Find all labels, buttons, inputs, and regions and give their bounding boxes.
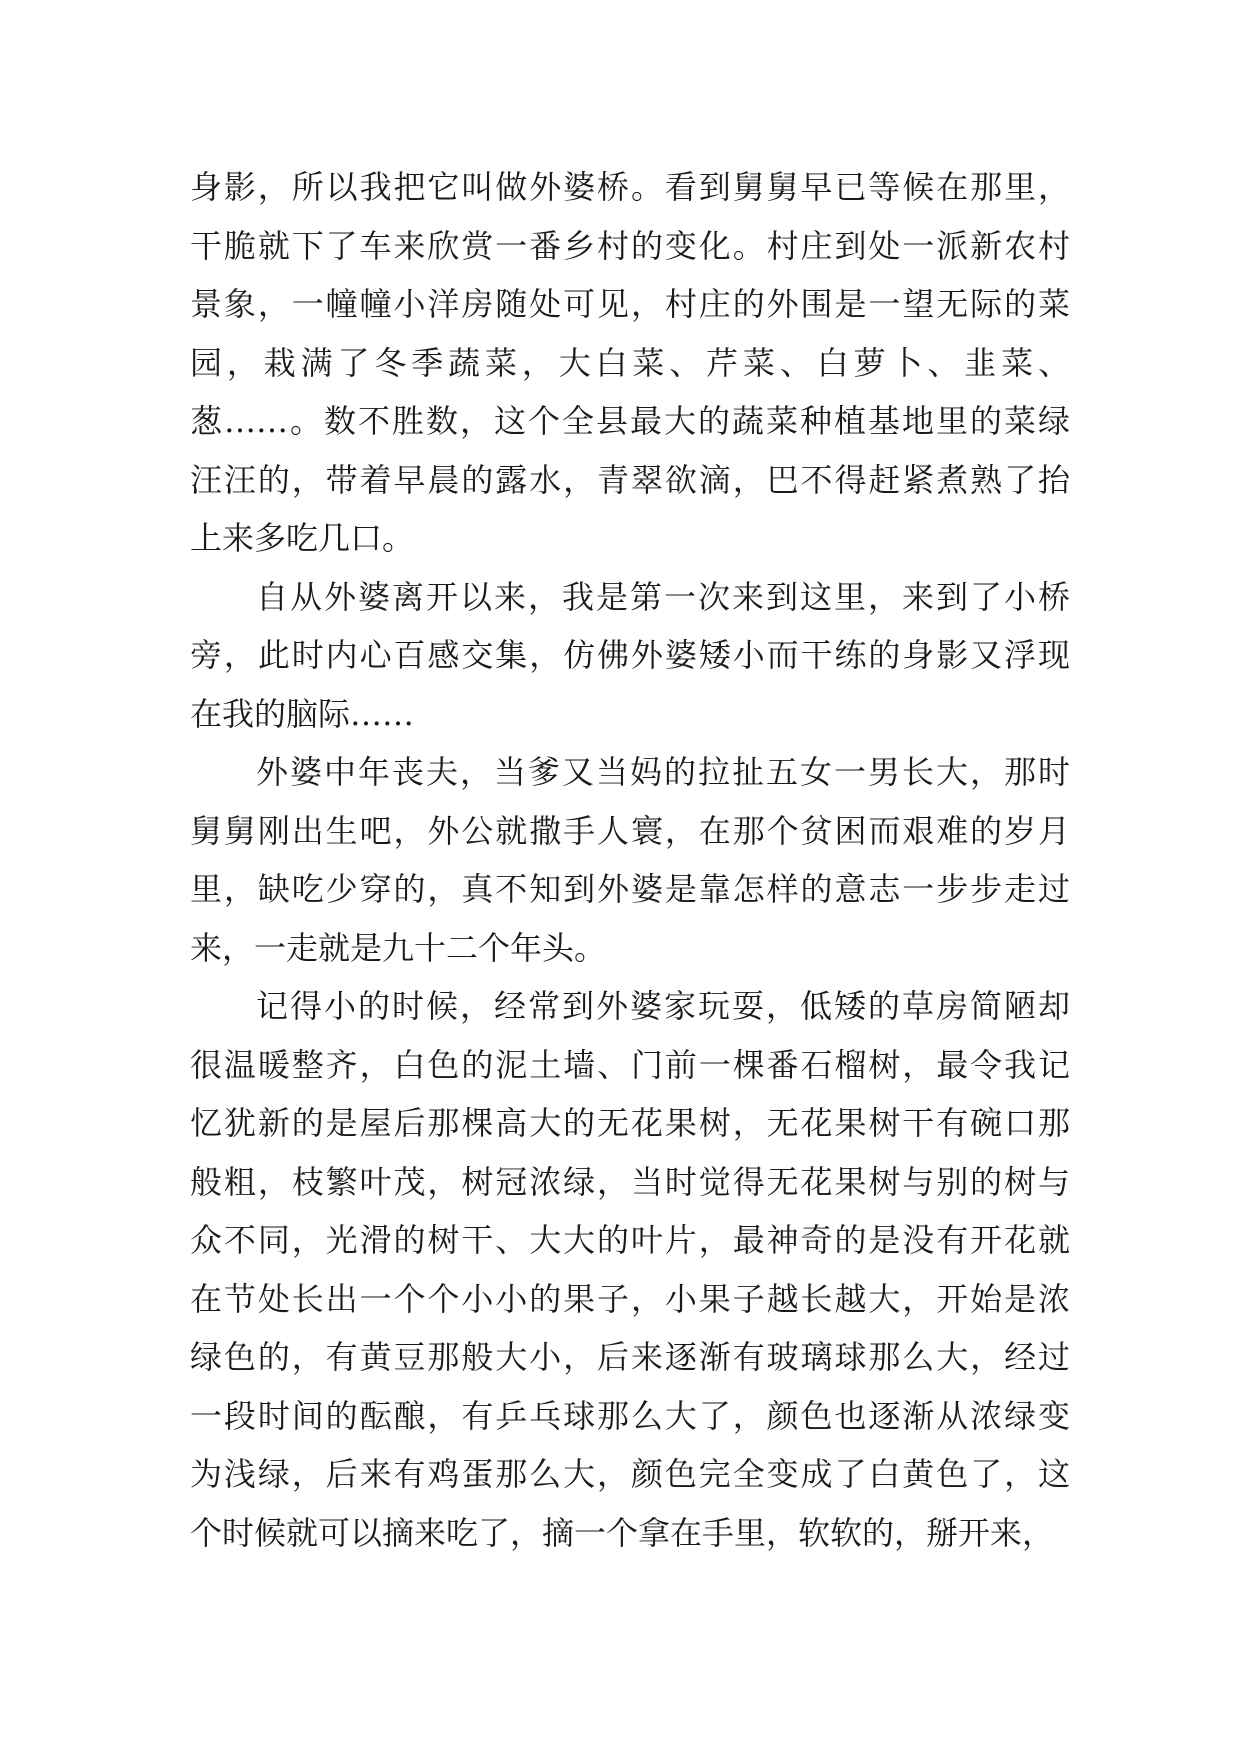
text-line: 为浅绿，后来有鸡蛋那么大，颜色完全变成了白黄色了，这	[190, 1455, 1070, 1493]
text-line: 里，缺吃少穿的，真不知到外婆是靠怎样的意志一步步走过	[190, 870, 1070, 908]
text-line: 外婆中年丧夫，当爹又当妈的拉扯五女一男长大，那时	[256, 753, 1070, 791]
paragraph	[190, 158, 1070, 568]
text-line: 很温暖整齐，白色的泥土墙、门前一棵番石榴树，最令我记	[190, 1045, 1070, 1084]
text-line: 一段时间的酝酿，有乒乓球那么大了，颜色也逐渐从浓绿变	[190, 1396, 1070, 1435]
text-line: 身影，所以我把它叫做外婆桥。看到舅舅早已等候在那里，	[190, 168, 1070, 206]
text-line: 来，一走就是九十二个年头。	[190, 928, 607, 967]
text-line: 景象，一幢幢小洋房随处可见，村庄的外围是一望无际的菜	[190, 285, 1070, 323]
text-line: 忆犹新的是屋后那棵高大的无花果树，无花果树干有碗口那	[190, 1104, 1070, 1142]
text-line: 般粗，枝繁叶茂，树冠浓绿，当时觉得无花果树与别的树与	[190, 1162, 1070, 1201]
text-line: 个时候就可以摘来吃了，摘一个拿在手里，软软的，掰开来，	[190, 1513, 1055, 1552]
text-line: 葱……。数不胜数，这个全县最大的蔬菜种植基地里的菜绿	[190, 402, 1070, 440]
text-line: 在节处长出一个个小小的果子，小果子越长越大，开始是浓	[190, 1279, 1070, 1318]
text-line: 上来多吃几口。	[190, 519, 415, 557]
body-text	[190, 158, 1070, 1562]
text-line: 记得小的时候，经常到外婆家玩耍，低矮的草房简陋却	[256, 987, 1070, 1025]
paragraph	[190, 743, 1070, 977]
text-line: 舅舅刚出生吧，外公就撒手人寰，在那个贫困而艰难的岁月	[190, 811, 1070, 850]
text-line: 旁，此时内心百感交集，仿佛外婆矮小而干练的身影又浮现	[190, 636, 1070, 674]
paragraph	[190, 568, 1070, 744]
text-line: 在我的脑际……	[190, 694, 415, 733]
text-line: 自从外婆离开以来，我是第一次来到这里，来到了小桥	[256, 577, 1070, 616]
text-line: 绿色的，有黄豆那般大小，后来逐渐有玻璃球那么大，经过	[190, 1338, 1070, 1376]
text-line: 干脆就下了车来欣赏一番乡村的变化。村庄到处一派新农村	[190, 226, 1070, 265]
paragraph	[190, 977, 1070, 1562]
text-line: 园，栽满了冬季蔬菜，大白菜、芹菜、白萝卜、韭菜、	[190, 343, 1070, 382]
text-line: 众不同，光滑的树干、大大的叶片，最神奇的是没有开花就	[190, 1221, 1070, 1259]
text-line: 汪汪的，带着早晨的露水，青翠欲滴，巴不得赶紧煮熟了抬	[190, 460, 1070, 499]
